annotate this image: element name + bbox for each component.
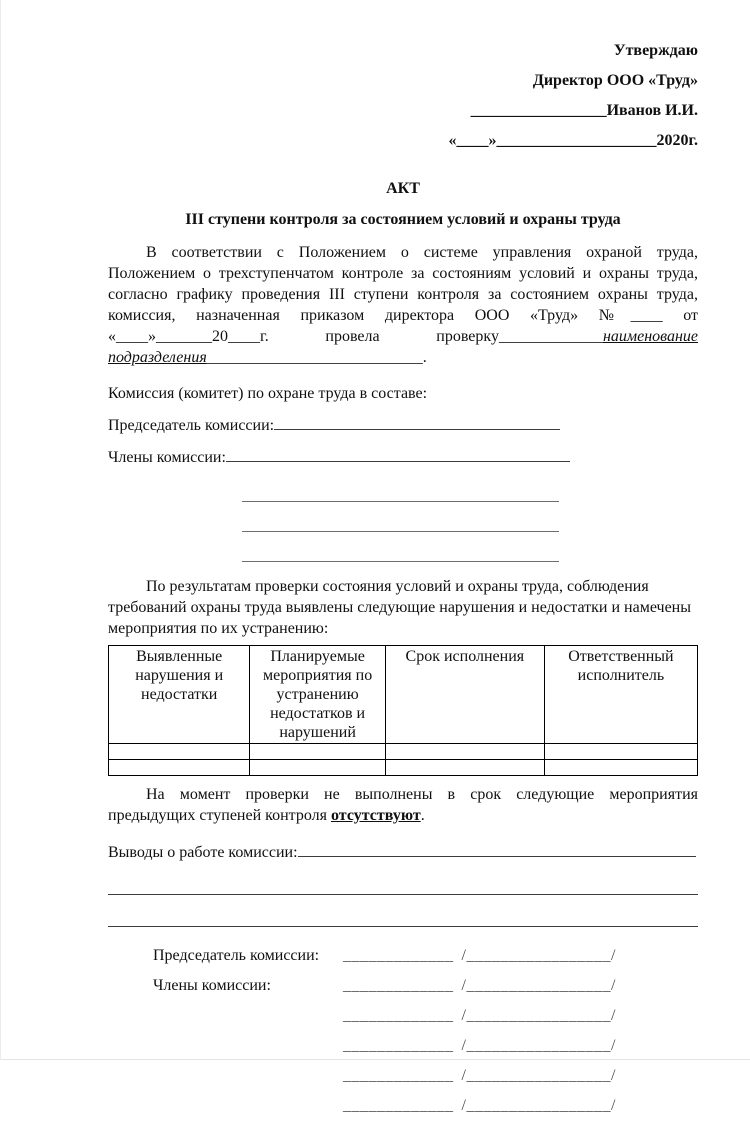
signature-row-member bbox=[108, 1067, 698, 1097]
member-blank-line bbox=[242, 472, 559, 502]
table-empty-cell bbox=[385, 744, 544, 760]
table-header-cell: Срок исполнения bbox=[385, 646, 544, 744]
unit-gap-before: _____________ bbox=[498, 328, 603, 345]
doc-title: АКТ bbox=[386, 180, 420, 197]
signature-line: _____________ bbox=[343, 1007, 454, 1024]
member-blank-line bbox=[242, 502, 559, 532]
table-header-row bbox=[109, 646, 698, 744]
table-empty-cell bbox=[250, 744, 385, 760]
table-empty-cell bbox=[109, 760, 250, 776]
pending-status: отсутствуют bbox=[330, 807, 421, 824]
signature-name-line: /_________________/ bbox=[461, 1067, 616, 1084]
conclusions-blank-line bbox=[108, 863, 698, 895]
members-label: Члены комиссии: bbox=[108, 449, 226, 466]
table-empty-cell bbox=[250, 760, 385, 776]
signature-members-label: Члены комиссии: bbox=[153, 977, 271, 994]
members-fill-line bbox=[226, 447, 570, 462]
signature-row-member bbox=[108, 1037, 698, 1067]
chair-label: Председатель комиссии: bbox=[108, 417, 275, 434]
signature-lines bbox=[343, 1007, 616, 1025]
violations-table bbox=[108, 645, 698, 776]
chair-fill-line bbox=[274, 415, 560, 430]
signature-row-member bbox=[108, 977, 698, 1007]
signature-chair-label: Председатель комиссии: bbox=[153, 947, 320, 964]
table-empty-cell bbox=[544, 744, 697, 760]
signature-row-member bbox=[108, 1097, 698, 1127]
approval-word: Утверждаю bbox=[613, 42, 698, 59]
chair-fill-row bbox=[108, 415, 698, 436]
pending-paragraph bbox=[108, 784, 698, 826]
signature-line: _____________ bbox=[343, 977, 454, 994]
signature-name-line: /_________________/ bbox=[461, 977, 616, 994]
signature-lines bbox=[343, 1067, 616, 1085]
signature-lines bbox=[343, 1037, 616, 1055]
unit-gap-after: ___________________________ bbox=[206, 349, 423, 366]
doc-subtitle: III ступени контроля за состоянием условий и охраны труда bbox=[185, 211, 621, 228]
table-empty-cell bbox=[385, 760, 544, 776]
member-blank-line bbox=[242, 532, 559, 562]
members-fill-row bbox=[108, 447, 698, 468]
signature-lines bbox=[343, 947, 616, 965]
conclusions-blank-line bbox=[108, 895, 698, 927]
intro-terminator: . bbox=[422, 349, 427, 366]
approver-title: Директор ООО «Труд» bbox=[532, 72, 698, 89]
table-header-cell: Выявленные нарушения и недостатки bbox=[109, 646, 250, 744]
table-empty-cell bbox=[544, 760, 697, 776]
table-empty-cell bbox=[109, 744, 250, 760]
conclusions-fill-line bbox=[298, 842, 696, 857]
signature-lines bbox=[343, 1097, 616, 1115]
signature-row-member bbox=[108, 1007, 698, 1037]
signature-block bbox=[108, 947, 698, 1127]
signature-row-chair bbox=[108, 947, 698, 977]
signature-line: _____________ bbox=[343, 947, 454, 964]
approval-block bbox=[108, 36, 698, 156]
intro-text: В соответствии с Положением о системе управления охраной труда, Положением о трехступенчатом контроле за состояниям условий и охраны труда, согласно графику проведения III ступени контроля за состоянием охраны труда, комиссия, назначенная приказом директора ООО «Труд» №____ от «____»_______20____г. провела проверку bbox=[108, 244, 698, 345]
table-empty-row bbox=[109, 744, 698, 760]
signature-name-line: /_________________/ bbox=[461, 1097, 616, 1114]
pending-text: На момент проверки не выполнены в срок следующие мероприятия предыдущих ступеней контроля bbox=[108, 786, 698, 824]
table-header-cell: Ответственный исполнитель bbox=[544, 646, 697, 744]
approval-signature-line: _________________Иванов И.И. bbox=[470, 102, 698, 119]
table-empty-row bbox=[109, 760, 698, 776]
signature-name-line: /_________________/ bbox=[461, 1037, 616, 1054]
intro-paragraph bbox=[108, 242, 698, 368]
signature-lines bbox=[343, 977, 616, 995]
committee-heading: Комиссия (комитет) по охране труда в составе: bbox=[108, 385, 428, 402]
signature-name-line: /_________________/ bbox=[461, 1007, 616, 1024]
results-paragraph: По результатам проверки состояния условий и охраны труда, соблюдения требований охраны труда выявлены следующие нарушения и недостатки и намечены мероприятия по их устранению: bbox=[108, 578, 691, 637]
table-header-cell: Планируемые мероприятия по устранению недостатков и нарушений bbox=[250, 646, 385, 744]
signature-line: _____________ bbox=[343, 1037, 454, 1054]
extra-member-lines bbox=[108, 472, 698, 562]
signature-line: _____________ bbox=[343, 1097, 454, 1114]
unit-name-placeholder: наименование подразделения bbox=[108, 328, 698, 366]
signature-line: _____________ bbox=[343, 1067, 454, 1084]
signature-name-line: /_________________/ bbox=[461, 947, 616, 964]
conclusions-label: Выводы о работе комиссии: bbox=[108, 844, 298, 861]
approval-date-line: «____»____________________2020г. bbox=[448, 132, 698, 149]
pending-terminator: . bbox=[420, 807, 425, 824]
conclusions-row bbox=[108, 842, 698, 863]
